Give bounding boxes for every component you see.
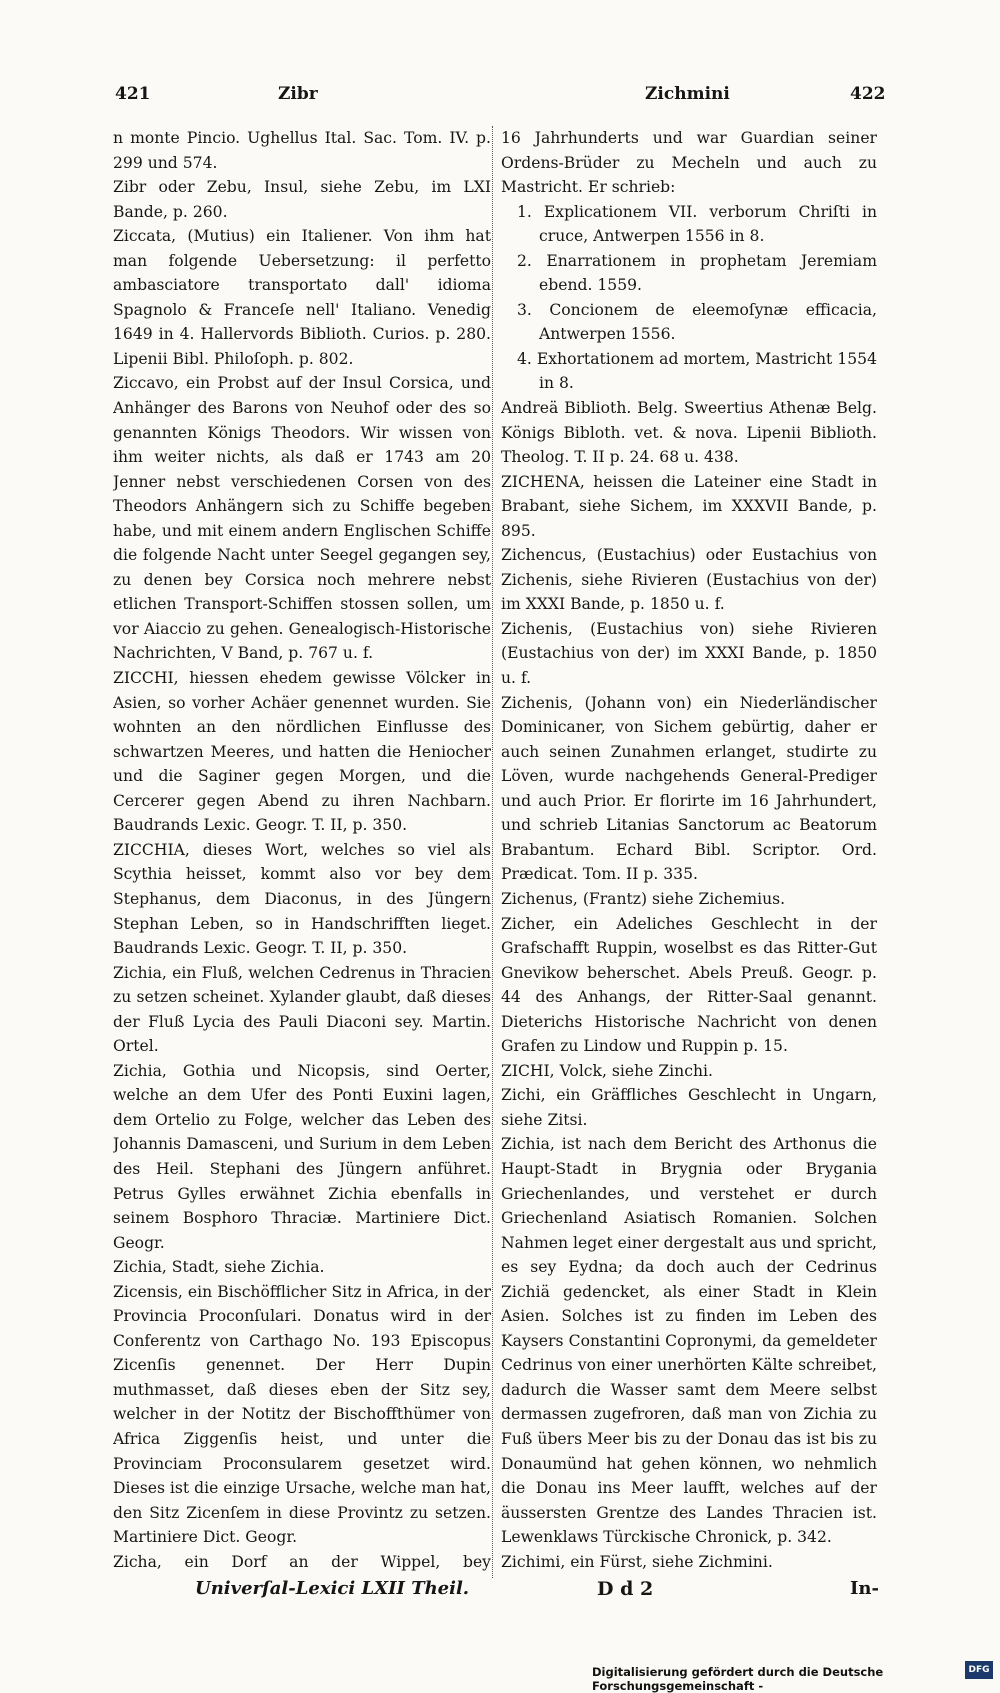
entry-paragraph: Zicensis, ein Bischöfflicher Sitz in Africa, in der Provincia Proconſulari. Donatus wird in der Conferentz von Carthago No. 193 Episcopus Zicenſis genennet. Der Herr Dupin muthmasset, daß dieses eben der Sitz sey, welcher in der Notitz der Bischoffthümer von Africa Ziggenſis heist, und unter die Provinciam Proconsularem gesetzet wird. Dieses ist die einzige Ursache, welche man hat, den Sitz Zicenſem in diese Provintz zu setzen. Martiniere Dict. Geogr.: [113, 1282, 491, 1547]
left-column: [113, 126, 491, 1578]
entry-paragraph: Ziccata, (Mutius) ein Italiener. Von ihm hat man folgende Uebersetzung: il perfetto ambasciatore transportato dall' idioma Spagnolo & Franceſe nell' Italiano. Venedig 1649 in 4. Hallervords Biblioth. Curios. p. 280. Lipenii Bibl. Philoſoph. p. 802.: [113, 227, 491, 368]
footer-catchword: In-: [850, 1578, 879, 1599]
entry-paragraph: ZICHI, Volck, siehe Zinchi.: [501, 1061, 713, 1080]
left-header-catchword: Zibr: [278, 84, 318, 104]
entry-paragraph: n monte Pincio. Ughellus Ital. Sac. Tom. IV. p. 299 und 574.: [113, 129, 491, 172]
entry-paragraph: Andreä Biblioth. Belg. Sweertius Athenæ Belg. Königs Bibloth. vet. & nova. Lipenii Biblioth. Theolog. T. II p. 24. 68 u. 438.: [501, 399, 877, 467]
entry-paragraph: Zichenus, (Frantz) siehe Zichemius.: [501, 889, 786, 908]
entry-paragraph: Zichia, ein Fluß, welchen Cedrenus in Thracien zu setzen scheinet. Xylander glaubt, daß dieses der Fluß Lycia des Pauli Diaconi sey. Martin. Ortel.: [113, 963, 491, 1056]
list-item: 4. Exhortationem ad mortem, Mastricht 1554 in 8.: [517, 349, 877, 393]
list-item: 2. Enarrationem in prophetam Jeremiam ebend. 1559.: [517, 251, 877, 295]
entry-paragraph: Zibr oder Zebu, Insul, siehe Zebu, im LXI Bande, p. 260.: [113, 178, 491, 221]
list-item: 3. Concionem de eleemoſynæ efficacia, Antwerpen 1556.: [517, 300, 877, 344]
volume-signature: Univerſal-Lexici LXII Theil.: [195, 1578, 470, 1599]
column-divider: [492, 126, 493, 1578]
right-page-number: 422: [850, 84, 886, 104]
entry-paragraph: Ziccavo, ein Probst auf der Insul Corsica, und Anhänger des Barons von Neuhof oder des so genannten Königs Theodors. Wir wissen von ihm weiter nichts, als daß er 1743 am 20 Jenner nebst verschiedenen Corsen von des Theodors Anhängern sich zu Schiffe begeben habe, und mit einem andern Englischen Schiffe die folgende Nacht unter Seegel gegangen sey, zu denen bey Corsica noch mehrere nebst etlichen Transport-Schiffen stossen sollen, um vor Aiaccio zu gehen. Genealogisch-Historische Nachrichten, V Band, p. 767 u. f.: [113, 374, 491, 663]
right-header-catchword: Zichmini: [645, 84, 730, 104]
left-page-number: 421: [115, 84, 151, 104]
entry-paragraph: Zichenis, (Johann von) ein Niederländischer Dominicaner, von Sichem gebürtig, daher er auch seinen Zunahmen erlanget, studirte zu Löven, wurde nachgehends General-Prediger und auch Prior. Er florirte im 16 Jahrhundert, und schrieb Litanias Sanctorum ac Beatorum Brabantum. Echard Bibl. Scriptor. Ord. Prædicat. Tom. II p. 335.: [501, 693, 877, 884]
entry-paragraph: Zichia, Stadt, siehe Zichia.: [113, 1258, 325, 1277]
entry-paragraph: 16 Jahrhunderts und war Guardian seiner Ordens-Brüder zu Mecheln und auch zu Mastricht. Er schrieb:: [501, 129, 877, 197]
entry-paragraph: Zichenis, (Eustachius von) siehe Rivieren (Eustachius von der) im XXXI Bande, p. 1850 u. f.: [501, 619, 877, 688]
entry-paragraph: [501, 1574, 877, 1578]
entry-paragraph: Zichi, ein Gräffliches Geschlecht in Ungarn, siehe Zitsi.: [501, 1086, 877, 1129]
entry-paragraph: Zichia, ist nach dem Bericht des Arthonus die Haupt-Stadt in Brygnia oder Brygania Griechenlandes, und verstehet er durch Griechenland Asiatisch Romanien. Solchen Nahmen leget einer dergestalt aus und spricht, es sey Eydna; da doch auch der Cedrinus Zichiä gedencket, als einer Stadt in Klein Asien. Solches ist zu finden im Leben des Kaysers Constantini Copronymi, da gemeldeter Cedrinus von einer unerhörten Kälte schreibet, dadurch die Wasser samt dem Meere selbst dermassen zugefroren, daß man von Zichia zu Fuß übers Meer bis zu der Donau das ist bis zu Donaumünd hat gehen können, wo nehmlich die Donau ins Meer laufft, welches auf der äussersten Grentze des Landes Thracien ist. Lewenklaws Türckische Chronick, p. 342.: [501, 1135, 877, 1547]
entry-paragraph: ZICCHI, hiessen ehedem gewisse Völcker in Asien, so vorher Achäer genennet wurden. Sie wohnten an den nördlichen Einflusse des schwartzen Meeres, und hatten die Heniocher und die Saginer gegen Morgen, und die Cercerer gegen Abend zu ihren Nachbarn. Baudrands Lexic. Geogr. T. II, p. 350.: [113, 669, 491, 835]
entry-paragraph: Zicha, ein Dorf an der Wippel, bey: [113, 1552, 491, 1571]
entry-paragraph: Zichencus, (Eustachius) oder Eustachius von Zichenis, siehe Rivieren (Eustachius von der) im XXXI Bande, p. 1850 u. f.: [501, 546, 877, 614]
entry-paragraph: ZICHENA, heissen die Lateiner eine Stadt in Brabant, siehe Sichem, im XXXVII Bande, p. 895.: [501, 472, 877, 540]
digitization-note: Digitalisierung gefördert durch die Deutsche Forschungsgemeinschaft -: [592, 1665, 884, 1693]
entry-paragraph: ZICCHIA, dieses Wort, welches so viel als Scythia heisset, kommt also vor bey dem Stephanus, dem Diaconus, in des Jüngern Stephan Leben, so in Handschrifften lieget. Baudrands Lexic. Geogr. T. II, p. 350.: [113, 840, 491, 958]
entry-paragraph: Zicher, ein Adeliches Geschlecht in der Grafschafft Ruppin, woselbst es das Ritter-Gut Gnevikow beherschet. Abels Preuß. Geogr. p. 44 des Anhangs, der Ritter-Saal genannt. Dieterichs Historische Nachricht von denen Grafen zu Lindow und Ruppin p. 15.: [501, 914, 877, 1056]
right-column: [501, 126, 877, 1578]
entry-paragraph: Zichia, Gothia und Nicopsis, sind Oerter, welche an dem Ufer des Ponti Euxini lagen, dem Ortelio zu Folge, welcher das Leben des Johannis Damasceni, und Surium in dem Leben des Heil. Stephani des Jüngern anführet. Petrus Gylles erwähnet Zichia ebenfalls in seinem Bosphoro Thraciæ. Martiniere Dict. Geogr.: [113, 1061, 491, 1252]
sheet-mark: D d 2: [597, 1578, 654, 1600]
dfg-logo: DFG: [965, 1661, 993, 1679]
entry-paragraph: Zichimi, ein Fürst, siehe Zichmini.: [501, 1552, 773, 1571]
list-item: 1. Explicationem VII. verborum Chriſti in cruce, Antwerpen 1556 in 8.: [517, 202, 877, 246]
